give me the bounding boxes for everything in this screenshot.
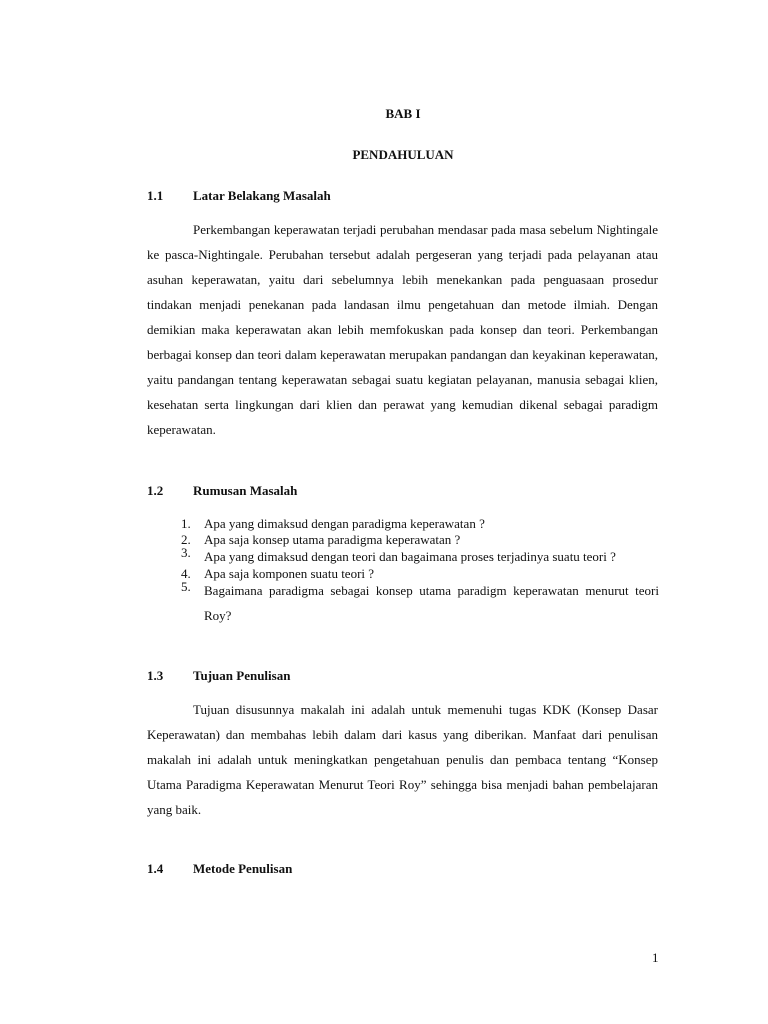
list-item-text: Bagaimana paradigma sebagai konsep utama paradigm keperawatan menurut teori Roy? [204, 583, 659, 623]
list-item-number: 5. [181, 579, 191, 594]
section-title: Rumusan Masalah [193, 483, 298, 498]
list-item-text: Apa saja komponen suatu teori ? [204, 566, 375, 581]
list-item-number: 4. [181, 566, 191, 581]
section-heading-1-1 [147, 188, 331, 204]
section-number: 1.2 [147, 483, 164, 498]
page-number: 1 [652, 950, 659, 965]
section-paragraph-latar-belakang: Perkembangan keperawatan terjadi perubahan mendasar pada masa sebelum Nightingale ke pasca-Nightingale. Perubahan tersebut adalah pergeseran yang terjadi pada pelayanan atau asuhan keperawatan, yaitu dari sebelumnya lebih menekankan pada penguasaan prosedur tindakan menjadi penekanan pada landasan ilmu pengetahuan dan metode ilmiah. Dengan demikian maka keperawatan akan lebih memfokuskan pada konsep dan teori. Perkembangan berbagai konsep dan teori dalam keperawatan merupakan pandangan dan keyakinan keperawatan, yaitu pandangan tentang keperawatan sebagai suatu kegiatan pelayanan, manusia sebagai klien, kesehatan serta lingkungan dari klien dan perawat yang kemudian dikenal sebagai paradigm keperawatan. [147, 222, 658, 437]
list-item-number: 1. [181, 516, 191, 531]
list-item [181, 516, 659, 532]
problem-list [181, 516, 659, 628]
section-paragraph-tujuan: Tujuan disusunnya makalah ini adalah untuk memenuhi tugas KDK (Konsep Dasar Keperawatan) dan membahas lebih dalam dari kasus yang diberikan. Manfaat dari penulisan makalah ini adalah untuk meningkatkan pengetahuan penulis dan pembaca tentang “Konsep Utama Paradigma Keperawatan Menurut Teori Roy” sehingga bisa menjadi bahan pembelajaran yang baik. [147, 702, 658, 817]
section-number: 1.1 [147, 188, 164, 203]
list-item-text: Apa yang dimaksud dengan paradigma keperawatan ? [204, 516, 485, 531]
chapter-title: PENDAHULUAN [352, 147, 454, 162]
list-item [181, 578, 659, 628]
section-title: Tujuan Penulisan [193, 668, 291, 683]
chapter-label: BAB I [385, 106, 421, 121]
list-item-number: 3. [181, 545, 191, 560]
section-title: Latar Belakang Masalah [193, 188, 331, 203]
list-item-text: Apa saja konsep utama paradigma keperawatan ? [204, 532, 461, 547]
section-heading-1-2 [147, 483, 297, 499]
section-number: 1.3 [147, 668, 164, 683]
section-heading-1-4 [147, 861, 292, 877]
section-heading-1-3 [147, 668, 290, 684]
list-item-text: Apa yang dimaksud dengan teori dan bagaimana proses terjadinya suatu teori ? [204, 549, 616, 564]
section-number: 1.4 [147, 861, 164, 876]
list-item-number: 2. [181, 532, 191, 547]
section-title: Metode Penulisan [193, 861, 293, 876]
